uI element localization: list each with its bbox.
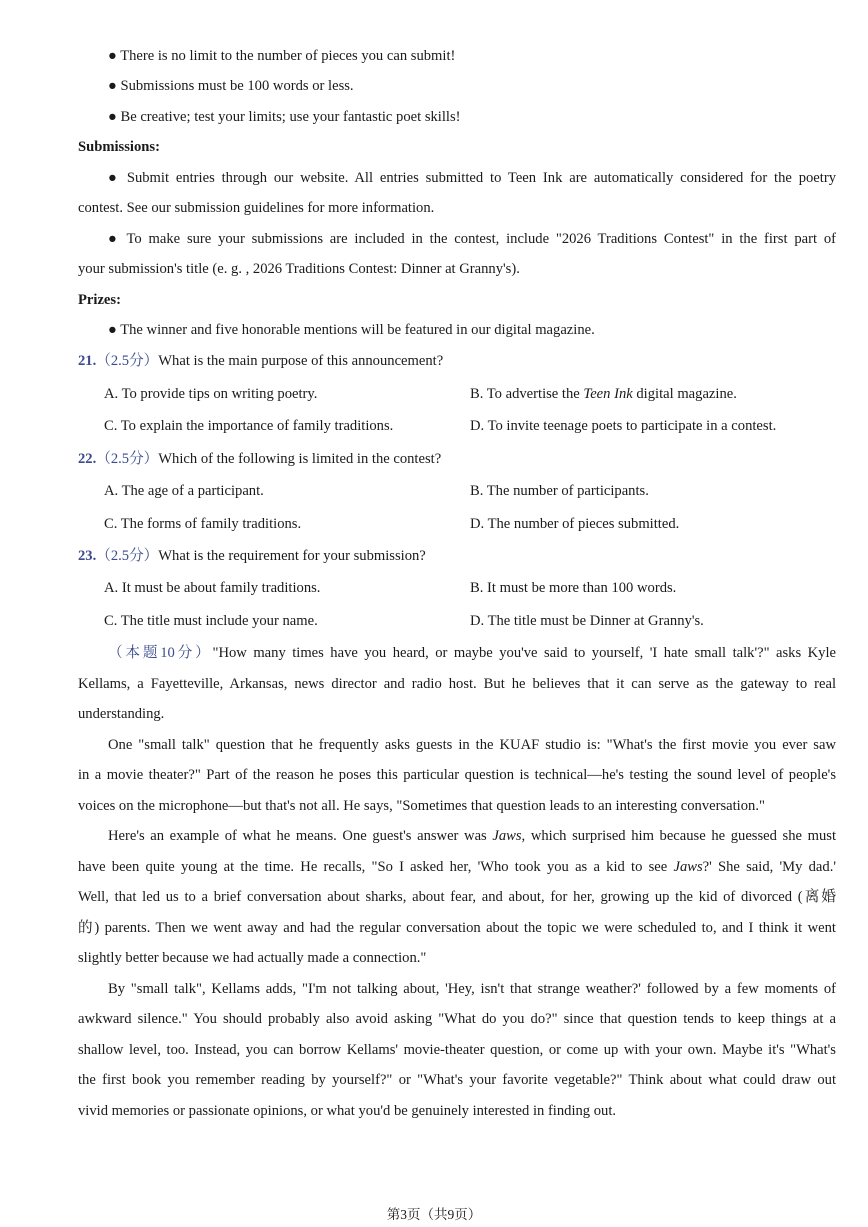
passage-score-label: （本题10分） (108, 645, 213, 661)
passage-p1-line3: understanding. (78, 706, 165, 722)
question-21-stem-line (78, 351, 836, 371)
bullet-no-limit: ● There is no limit to the number of pieces you can submit! (108, 48, 456, 64)
passage-p1-line1-text: "How many times have you heard, or maybe you've said to yourself, 'I hate small talk'?" asks Kyle (212, 645, 836, 661)
passage-p3-line2-em: Jaws (673, 859, 703, 875)
submissions-item2-line1: ● To make sure your submissions are included in the contest, include "2026 Traditions Contest" in the first part of (108, 231, 836, 247)
passage-p3-line2 (78, 857, 836, 877)
question-number: 22. (78, 451, 97, 467)
passage-p2-line3: voices on the microphone—but that's not all. He says, "Sometimes that question leads to an interesting conversation." (78, 798, 765, 814)
q22-option-b[interactable]: B. The number of participants. (470, 483, 649, 499)
question-stem: What is the requirement for your submission? (158, 548, 426, 564)
passage-p4-line5: vivid memories or passionate opinions, or what you'd be genuinely interested in finding out. (78, 1103, 617, 1119)
passage-p3-line5: slightly better because we had actually made a connection." (78, 950, 427, 966)
passage-p3-line1-em: Jaws (492, 828, 522, 844)
passage-p3-line1 (108, 826, 836, 846)
question-score: （2.5分） (96, 548, 159, 564)
q21-option-d[interactable]: D. To invite teenage poets to participate in a contest. (470, 418, 777, 434)
q22-option-c[interactable]: C. The forms of family traditions. (104, 516, 302, 532)
q23-option-b[interactable]: B. It must be more than 100 words. (470, 580, 677, 596)
passage-p3-line1-post: , which surprised him because he guessed she must (521, 828, 837, 844)
question-number: 21. (78, 353, 97, 369)
q21-option-a[interactable]: A. To provide tips on writing poetry. (104, 386, 318, 402)
q22-option-d[interactable]: D. The number of pieces submitted. (470, 516, 680, 532)
passage-p4-line1: By "small talk", Kellams adds, "I'm not talking about, 'Hey, isn't that strange weather?' followed by a few moments of (108, 981, 836, 997)
prizes-item1: ● The winner and five honorable mentions will be featured in our digital magazine. (108, 322, 595, 338)
submissions-item1-line2: contest. See our submission guidelines for more information. (78, 200, 435, 216)
q23-option-d[interactable]: D. The title must be Dinner at Granny's. (470, 613, 704, 629)
prizes-heading: Prizes: (78, 292, 121, 308)
q23-option-a[interactable]: A. It must be about family traditions. (104, 580, 321, 596)
passage-p4-line3: shallow level, too. Instead, you can borrow Kellams' movie-theater question, or come up with your own. Maybe it's "What's (78, 1042, 836, 1058)
passage-p1-line2: Kellams, a Fayetteville, Arkansas, news director and radio host. But he believes that it can serve as the gateway to real (78, 676, 836, 692)
passage-p2-line1: One "small talk" question that he frequently asks guests in the KUAF studio is: "What's the first movie you ever saw (108, 737, 836, 753)
passage-p3-line1-pre: Here's an example of what he means. One guest's answer was (108, 828, 493, 844)
q23-option-c[interactable]: C. The title must include your name. (104, 613, 318, 629)
submissions-item1-line1: ● Submit entries through our website. All entries submitted to Teen Ink are automatically considered for the poetry (108, 170, 836, 186)
q22-option-a[interactable]: A. The age of a participant. (104, 483, 264, 499)
page-footer: 第3页（共9页） (386, 1207, 482, 1222)
passage-p2-line2: in a movie theater?" Part of the reason he poses this particular question is technical—he's testing the sound level of people's (78, 767, 836, 783)
submissions-item2-line2: your submission's title (e. g. , 2026 Traditions Contest: Dinner at Granny's). (78, 261, 520, 277)
question-23-stem-line (78, 546, 836, 566)
bullet-word-limit: ● Submissions must be 100 words or less. (108, 78, 354, 94)
q21-option-b-em: Teen Ink (583, 386, 633, 402)
submissions-heading: Submissions: (78, 139, 160, 155)
q21-option-b[interactable] (470, 384, 737, 404)
question-stem: Which of the following is limited in the contest? (158, 451, 442, 467)
q21-option-b-pre: B. To advertise the (470, 386, 584, 402)
passage-p3-line2-pre: have been quite young at the time. He recalls, "So I asked her, 'Who took you as a kid to see (78, 859, 674, 875)
passage-p1-line1 (108, 643, 836, 663)
q21-option-b-post: digital magazine. (632, 386, 737, 402)
passage-p4-line2: awkward silence." You should probably also avoid asking "What do you do?" since that question tends to keep things at a (78, 1011, 836, 1027)
question-score: （2.5分） (96, 353, 159, 369)
question-22-stem-line (78, 449, 836, 469)
passage-p3-line3: Well, that led us to a brief conversation about sharks, about fear, and about, for her, growing up the kid of divorced (离婚 (78, 889, 836, 905)
q21-option-c[interactable]: C. To explain the importance of family traditions. (104, 418, 394, 434)
question-score: （2.5分） (96, 451, 159, 467)
question-stem: What is the main purpose of this announcement? (158, 353, 444, 369)
passage-p3-line2-post: ?' She said, 'My dad.' (702, 859, 836, 875)
question-number: 23. (78, 548, 97, 564)
bullet-be-creative: ● Be creative; test your limits; use your fantastic poet skills! (108, 109, 461, 125)
passage-p3-line4: 的) parents. Then we went away and had the regular conversation about the topic we were scheduled to, and I think it went (78, 920, 836, 936)
passage-p4-line4: the first book you remember reading by yourself?" or "What's your favorite vegetable?" Think about what could draw out (78, 1072, 836, 1088)
